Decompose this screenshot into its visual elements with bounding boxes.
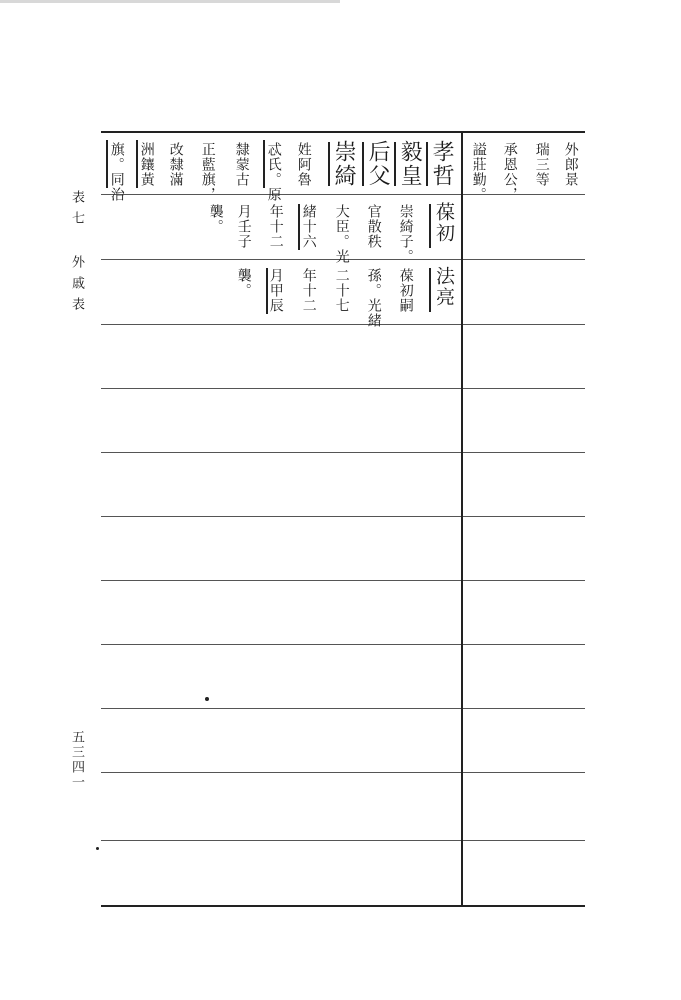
record-col: 官散秩 bbox=[365, 204, 382, 249]
desc-col: 姓阿魯 bbox=[295, 142, 312, 187]
print-speck bbox=[205, 697, 209, 701]
table-bottom-rule bbox=[101, 905, 585, 907]
header-col: 外郎景 bbox=[562, 142, 579, 187]
table-top-rule bbox=[101, 131, 585, 133]
col-marker bbox=[106, 140, 108, 188]
record-col: 崇綺子。 bbox=[397, 204, 414, 264]
row-rule bbox=[101, 516, 585, 517]
row-rule bbox=[101, 580, 585, 581]
row-rule bbox=[101, 840, 585, 841]
record-col: 緒十六 bbox=[300, 204, 317, 249]
margin-section: 表七 bbox=[69, 190, 84, 232]
name-marker bbox=[429, 204, 431, 248]
desc-col: 隸蒙古 bbox=[233, 142, 250, 187]
desc-col: 忒氏。原 bbox=[265, 142, 282, 202]
header-col: 謚莊勤。 bbox=[470, 142, 487, 202]
successor-name: 葆初 bbox=[432, 202, 455, 244]
row-rule bbox=[101, 772, 585, 773]
record-col: 年十二 bbox=[300, 268, 317, 313]
record-col: 葆初嗣 bbox=[397, 268, 414, 313]
row-rule bbox=[101, 708, 585, 709]
record-col: 年十二 bbox=[267, 204, 284, 249]
desc-col: 旗。同治 bbox=[108, 142, 125, 202]
col-marker bbox=[298, 204, 300, 250]
name-marker bbox=[362, 142, 364, 186]
name-marker bbox=[328, 142, 330, 186]
record-col: 襲。 bbox=[207, 204, 224, 234]
name-marker bbox=[429, 268, 431, 312]
row-rule bbox=[101, 388, 585, 389]
column-divider bbox=[461, 131, 463, 907]
name-marker bbox=[426, 142, 428, 186]
name-marker bbox=[394, 142, 396, 186]
print-speck bbox=[96, 847, 99, 850]
record-col: 月甲辰 bbox=[267, 268, 284, 313]
person-name: 后父 bbox=[365, 140, 391, 188]
record-col: 大臣。光 bbox=[333, 204, 350, 264]
row-rule bbox=[101, 324, 585, 325]
person-name: 崇綺 bbox=[331, 140, 357, 188]
top-rule bbox=[0, 0, 340, 3]
desc-col: 改隸滿 bbox=[167, 142, 184, 187]
desc-col: 洲鑲黃 bbox=[138, 142, 155, 187]
person-name: 毅皇 bbox=[397, 140, 423, 188]
record-col: 孫。光緒 bbox=[365, 268, 382, 328]
record-col: 二十七 bbox=[333, 268, 350, 313]
record-col: 襲。 bbox=[235, 268, 252, 298]
successor-name: 法亮 bbox=[432, 266, 455, 308]
margin-title: 外戚表 bbox=[69, 255, 84, 318]
desc-col: 正藍旗， bbox=[199, 142, 216, 202]
row-rule bbox=[101, 452, 585, 453]
record-col: 月壬子 bbox=[235, 204, 252, 249]
col-marker bbox=[136, 140, 138, 188]
row-rule bbox=[101, 644, 585, 645]
col-marker bbox=[263, 140, 265, 188]
page-number: 五三四一 bbox=[69, 730, 84, 790]
header-col: 承恩公， bbox=[501, 142, 518, 202]
person-name: 孝哲 bbox=[429, 140, 455, 188]
header-col: 瑞三等 bbox=[533, 142, 550, 187]
